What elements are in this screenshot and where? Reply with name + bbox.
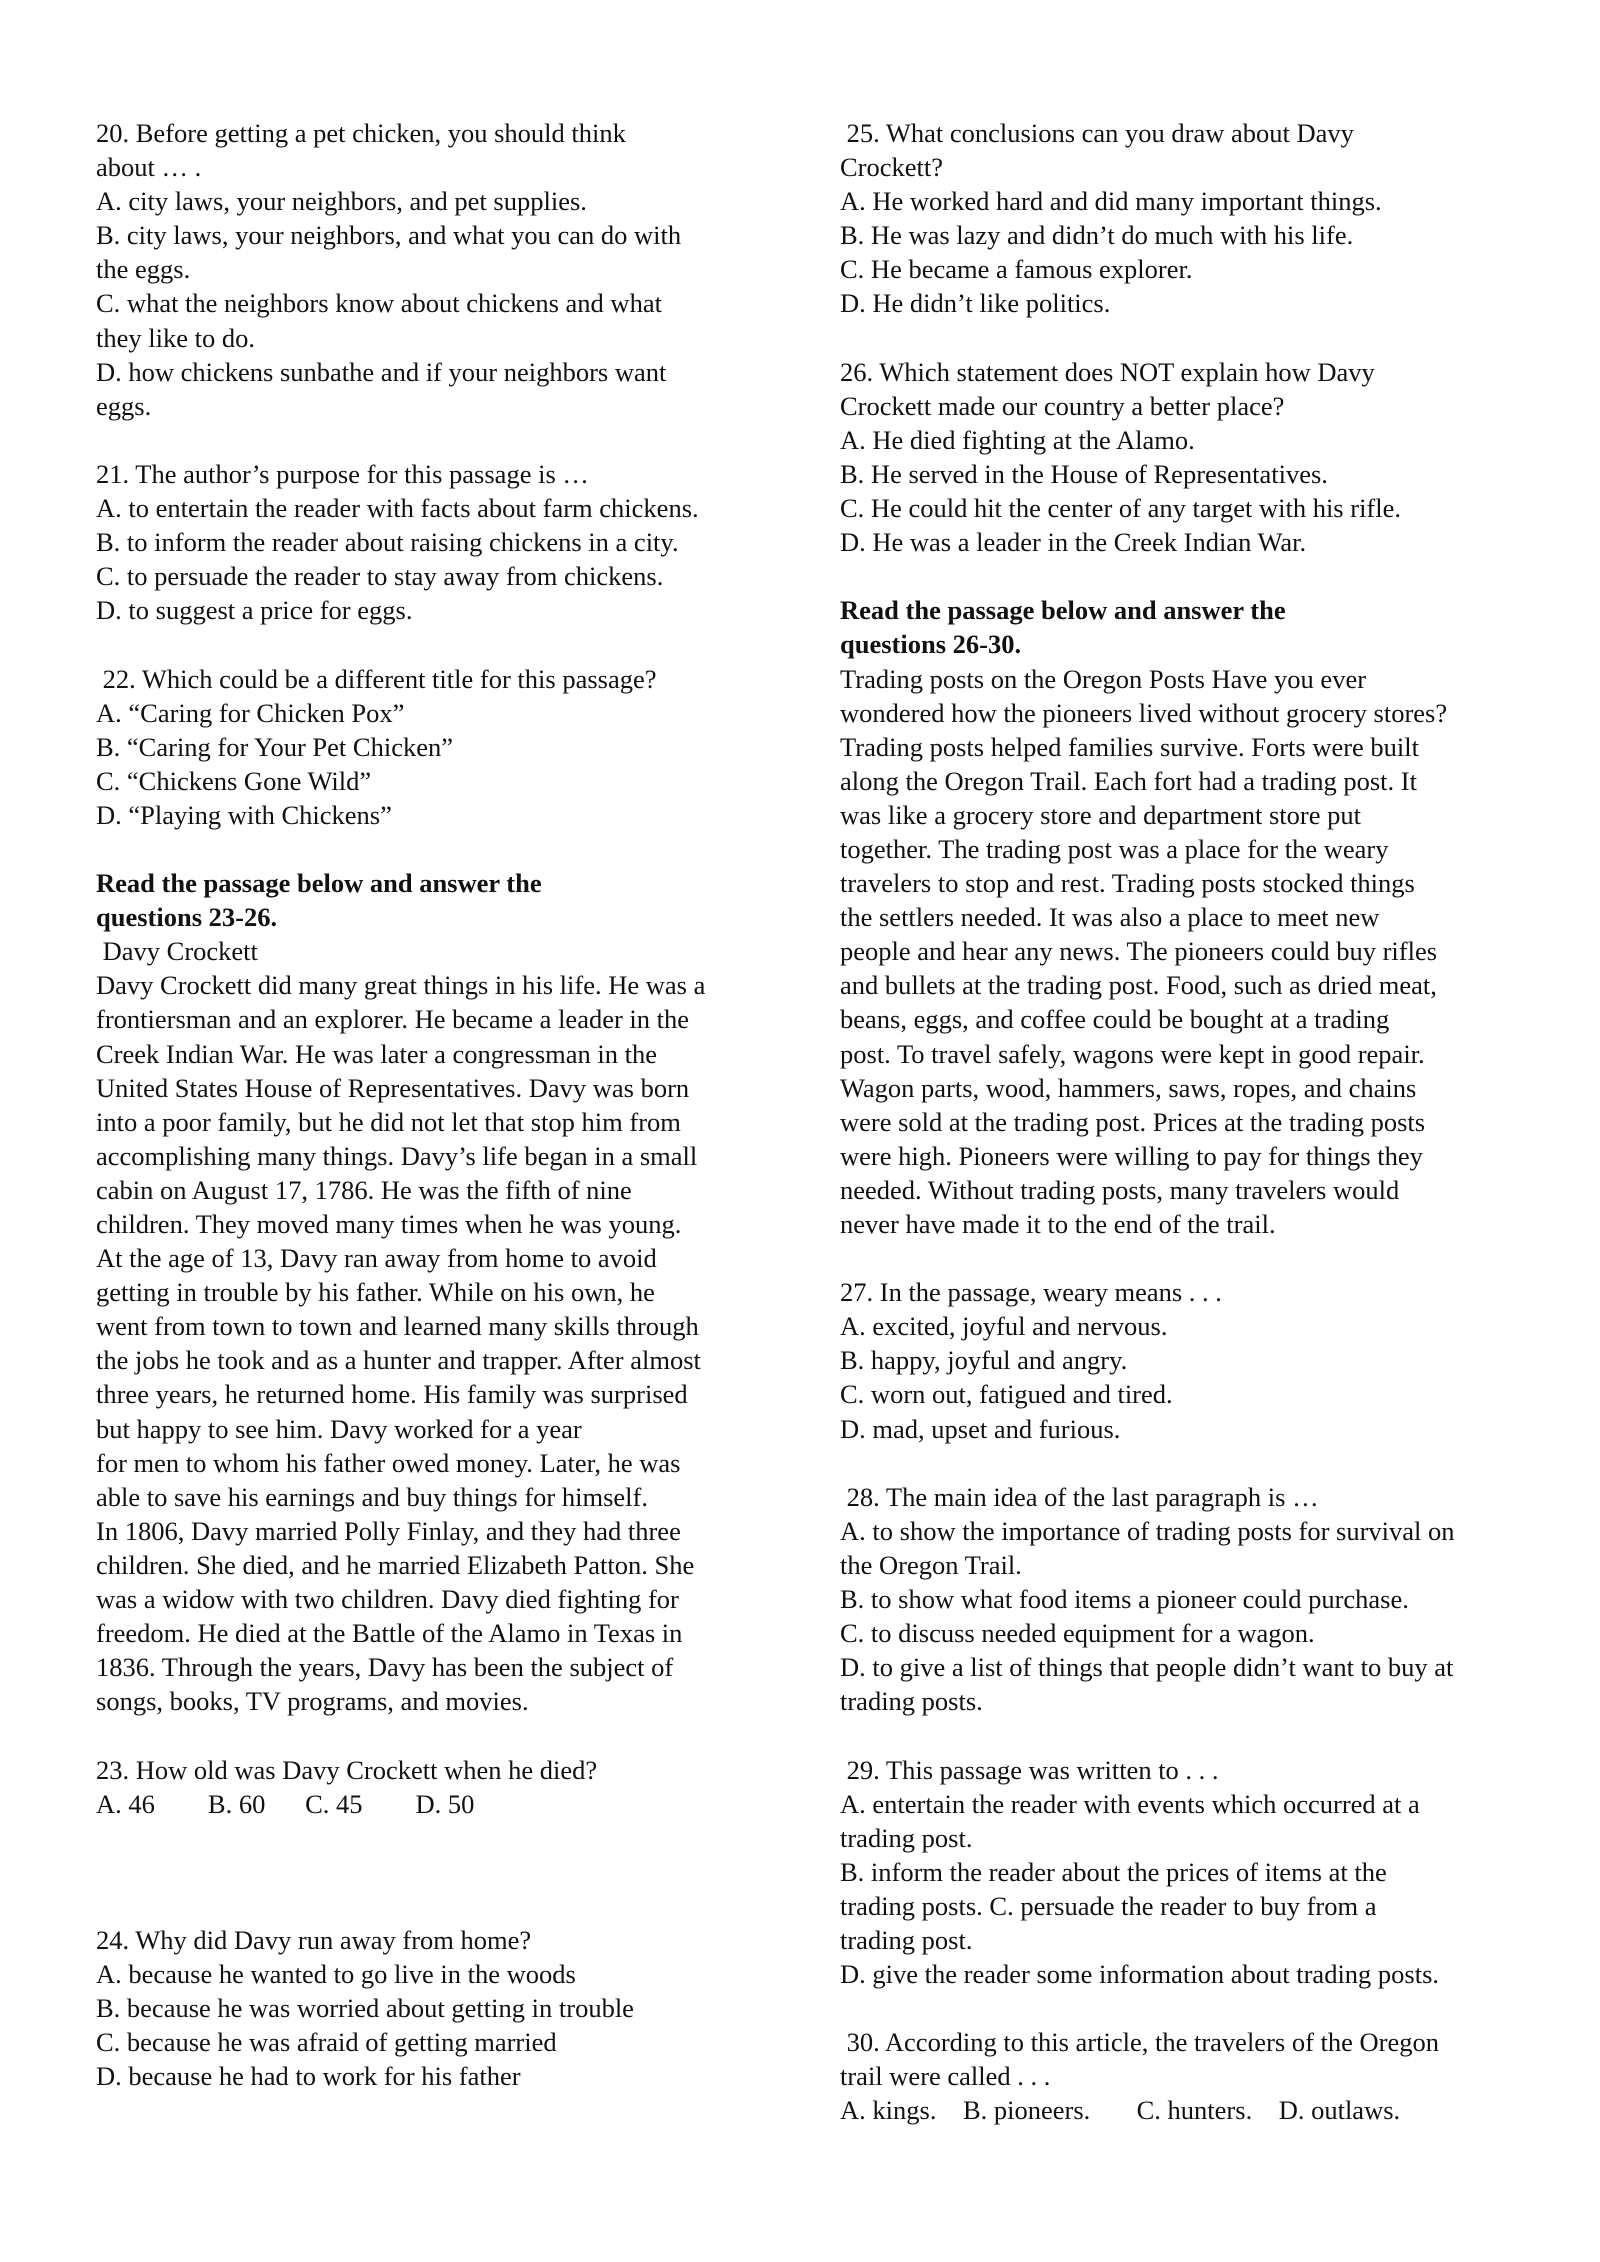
question-27-stem: 27. In the passage, weary means . . . [840, 1277, 1222, 1308]
question-22-stem: 22. Which could be a different title for this passage? [96, 663, 657, 694]
passage-line: together. The trading post was a place for the weary [840, 833, 1389, 864]
passage-line: Trading posts on the Oregon Posts Have you ever [840, 663, 1367, 694]
spacer [840, 559, 1540, 593]
question-27-option-c: C. worn out, fatigued and tired. [840, 1379, 1173, 1410]
passage-line: able to save his earnings and buy things for himself. [96, 1481, 648, 1512]
question-24-option-c: C. because he was afraid of getting married [96, 2027, 557, 2058]
question-27 [840, 1275, 1540, 1445]
question-22-option-d: D. “Playing with Chickens” [96, 799, 392, 830]
passage-line: In 1806, Davy married Polly Finlay, and they had three [96, 1515, 681, 1546]
passage-line: cabin on August 17, 1786. He was the fifth of nine [96, 1174, 632, 1205]
passage-line: were sold at the trading post. Prices at the trading posts [840, 1106, 1426, 1137]
question-28 [840, 1480, 1540, 1719]
passage-line: wondered how the pioneers lived without grocery stores? [840, 697, 1448, 728]
question-23-options: A. 46 B. 60 C. 45 D. 50 [96, 1788, 475, 1819]
spacer [96, 1821, 796, 1923]
passage-line: At the age of 13, Davy ran away from home to avoid [96, 1243, 657, 1274]
passage-line: beans, eggs, and coffee could be bought at a trading [840, 1004, 1390, 1035]
passage-line: was like a grocery store and department store put [840, 799, 1361, 830]
spacer [840, 321, 1540, 355]
question-29-option-a-cont: trading post. [840, 1822, 973, 1853]
spacer [840, 1991, 1540, 2025]
passage-line: into a poor family, but he did not let that stop him from [96, 1106, 681, 1137]
question-23 [96, 1753, 796, 1821]
spacer [96, 832, 796, 866]
instructions-26-30 [840, 593, 1540, 661]
passage-line: but happy to see him. Davy worked for a year [96, 1413, 582, 1444]
question-29-stem: 29. This passage was written to . . . [840, 1754, 1219, 1785]
question-26-option-c: C. He could hit the center of any target with his rifle. [840, 493, 1402, 524]
instructions-23-26 [96, 866, 796, 934]
passage-line: three years, he returned home. His family was surprised [96, 1379, 688, 1410]
question-20 [96, 116, 796, 423]
question-28-option-c: C. to discuss needed equipment for a wagon. [840, 1618, 1315, 1649]
question-21-option-c: C. to persuade the reader to stay away from chickens. [96, 561, 664, 592]
question-26-option-d: D. He was a leader in the Creek Indian War. [840, 527, 1307, 558]
instructions-line: Read the passage below and answer the [96, 868, 542, 899]
question-29-option-d: D. give the reader some information about trading posts. [840, 1959, 1440, 1990]
question-21-option-d: D. to suggest a price for eggs. [96, 595, 413, 626]
instructions-line: Read the passage below and answer the [840, 595, 1286, 626]
question-29-option-b-c: trading posts. C. persuade the reader to buy from a [840, 1890, 1377, 1921]
spacer [840, 1241, 1540, 1275]
question-20-option-b: B. city laws, your neighbors, and what you can do with [96, 220, 682, 251]
question-27-option-a: A. excited, joyful and nervous. [840, 1311, 1168, 1342]
question-25-stem-cont: Crockett? [840, 152, 944, 183]
question-25-option-b: B. He was lazy and didn’t do much with his life. [840, 220, 1354, 251]
question-27-option-b: B. happy, joyful and angry. [840, 1345, 1128, 1376]
passage-title: Davy Crockett [96, 936, 258, 967]
passage-line: the settlers needed. It was also a place to meet new [840, 902, 1380, 933]
question-23-stem: 23. How old was Davy Crockett when he died? [96, 1754, 598, 1785]
question-28-option-a-cont: the Oregon Trail. [840, 1549, 1022, 1580]
question-22-option-a: A. “Caring for Chicken Pox” [96, 697, 405, 728]
question-26-option-b: B. He served in the House of Representatives. [840, 458, 1328, 489]
question-28-stem: 28. The main idea of the last paragraph is … [840, 1481, 1319, 1512]
question-29 [840, 1753, 1540, 1992]
question-29-option-a: A. entertain the reader with events which occurred at a [840, 1788, 1420, 1819]
passage-line: along the Oregon Trail. Each fort had a trading post. It [840, 765, 1417, 796]
question-28-option-d: D. to give a list of things that people didn’t want to buy at [840, 1652, 1454, 1683]
question-24-option-b: B. because he was worried about getting in trouble [96, 1993, 634, 2024]
passage-line: was a widow with two children. Davy died fighting for [96, 1584, 679, 1615]
instructions-line: questions 23-26. [96, 902, 278, 933]
question-20-option-c: C. what the neighbors know about chickens and what [96, 288, 662, 319]
passage-line: children. She died, and he married Elizabeth Patton. She [96, 1549, 695, 1580]
passage-line: children. They moved many times when he was young. [96, 1209, 682, 1239]
passage-line: Creek Indian War. He was later a congressman in the [96, 1038, 658, 1069]
passage-line: Trading posts helped families survive. Forts were built [840, 731, 1420, 762]
question-22-option-c: C. “Chickens Gone Wild” [96, 765, 372, 796]
left-column [96, 116, 796, 2093]
passage-davy-crockett [96, 934, 796, 1718]
passage-line: travelers to stop and rest. Trading posts stocked things [840, 868, 1415, 899]
question-20-option-d-cont: eggs. [96, 390, 152, 421]
question-28-option-d-cont: trading posts. [840, 1686, 983, 1717]
question-22-option-b: B. “Caring for Your Pet Chicken” [96, 731, 453, 762]
question-30 [840, 2025, 1540, 2127]
question-20-option-d: D. how chickens sunbathe and if your neighbors want [96, 356, 667, 387]
passage-line: needed. Without trading posts, many travelers would [840, 1174, 1400, 1205]
passage-line: post. To travel safely, wagons were kept in good repair. [840, 1038, 1425, 1069]
question-26-option-a: A. He died fighting at the Alamo. [840, 424, 1195, 455]
passage-line: never have made it to the end of the trail. [840, 1209, 1276, 1239]
passage-line: people and hear any news. The pioneers could buy rifles [840, 936, 1438, 967]
question-21-stem: 21. The author’s purpose for this passage is … [96, 458, 589, 489]
question-20-option-b-cont: the eggs. [96, 254, 191, 285]
spacer [840, 1446, 1540, 1480]
question-21-option-b: B. to inform the reader about raising chickens in a city. [96, 527, 679, 558]
spacer [840, 1718, 1540, 1752]
right-column [840, 116, 1540, 2128]
passage-line: accomplishing many things. Davy’s life began in a small [96, 1140, 698, 1171]
question-25-stem: 25. What conclusions can you draw about Davy [840, 118, 1354, 148]
question-26-stem: 26. Which statement does NOT explain how Davy [840, 356, 1375, 387]
passage-line: 1836. Through the years, Davy has been the subject of [96, 1652, 674, 1683]
passage-line: freedom. He died at the Battle of the Alamo in Texas in [96, 1618, 683, 1649]
passage-line: and bullets at the trading post. Food, such as dried meat, [840, 970, 1437, 1001]
passage-line: songs, books, TV programs, and movies. [96, 1686, 529, 1717]
passage-line: frontiersman and an explorer. He became a leader in the [96, 1004, 690, 1035]
question-21 [96, 457, 796, 627]
passage-line: the jobs he took and as a hunter and trapper. After almost [96, 1345, 701, 1376]
question-27-option-d: D. mad, upset and furious. [840, 1413, 1121, 1444]
question-26-stem-cont: Crockett made our country a better place? [840, 390, 1285, 421]
passage-line: went from town to town and learned many skills through [96, 1311, 699, 1342]
question-25-option-c: C. He became a famous explorer. [840, 254, 1193, 285]
passage-line: Wagon parts, wood, hammers, saws, ropes, and chains [840, 1072, 1417, 1103]
question-20-stem-cont: about … . [96, 152, 202, 183]
question-24-stem: 24. Why did Davy run away from home? [96, 1924, 532, 1955]
question-22 [96, 662, 796, 832]
question-26 [840, 355, 1540, 560]
question-24-option-d: D. because he had to work for his father [96, 2061, 521, 2092]
question-25-option-a: A. He worked hard and did many important things. [840, 186, 1382, 217]
question-30-options: A. kings. B. pioneers. C. hunters. D. outlaws. [840, 2095, 1401, 2126]
question-30-stem: 30. According to this article, the travelers of the Oregon [840, 2027, 1440, 2058]
question-28-option-b: B. to show what food items a pioneer could purchase. [840, 1584, 1409, 1615]
passage-line: for men to whom his father owed money. Later, he was [96, 1447, 681, 1478]
question-29-option-c-cont: trading post. [840, 1924, 973, 1955]
spacer [96, 627, 796, 661]
passage-line: Davy Crockett did many great things in his life. He was a [96, 970, 706, 1001]
question-25-option-d: D. He didn’t like politics. [840, 288, 1111, 319]
question-24 [96, 1923, 796, 2093]
spacer [96, 423, 796, 457]
question-24-option-a: A. because he wanted to go live in the woods [96, 1959, 576, 1990]
question-20-option-a: A. city laws, your neighbors, and pet supplies. [96, 186, 587, 217]
question-20-stem: 20. Before getting a pet chicken, you should think [96, 118, 626, 148]
question-21-option-a: A. to entertain the reader with facts about farm chickens. [96, 493, 699, 524]
passage-line: United States House of Representatives. Davy was born [96, 1072, 690, 1103]
question-29-option-b: B. inform the reader about the prices of items at the [840, 1856, 1387, 1887]
question-28-option-a: A. to show the importance of trading posts for survival on [840, 1515, 1455, 1546]
passage-line: getting in trouble by his father. While on his own, he [96, 1277, 655, 1308]
question-30-stem-cont: trail were called . . . [840, 2061, 1051, 2092]
instructions-line: questions 26-30. [840, 629, 1022, 660]
passage-line: were high. Pioneers were willing to pay for things they [840, 1140, 1423, 1171]
passage-trading-posts [840, 662, 1540, 1242]
question-20-option-c-cont: they like to do. [96, 322, 255, 353]
question-25 [840, 116, 1540, 321]
spacer [96, 1718, 796, 1752]
